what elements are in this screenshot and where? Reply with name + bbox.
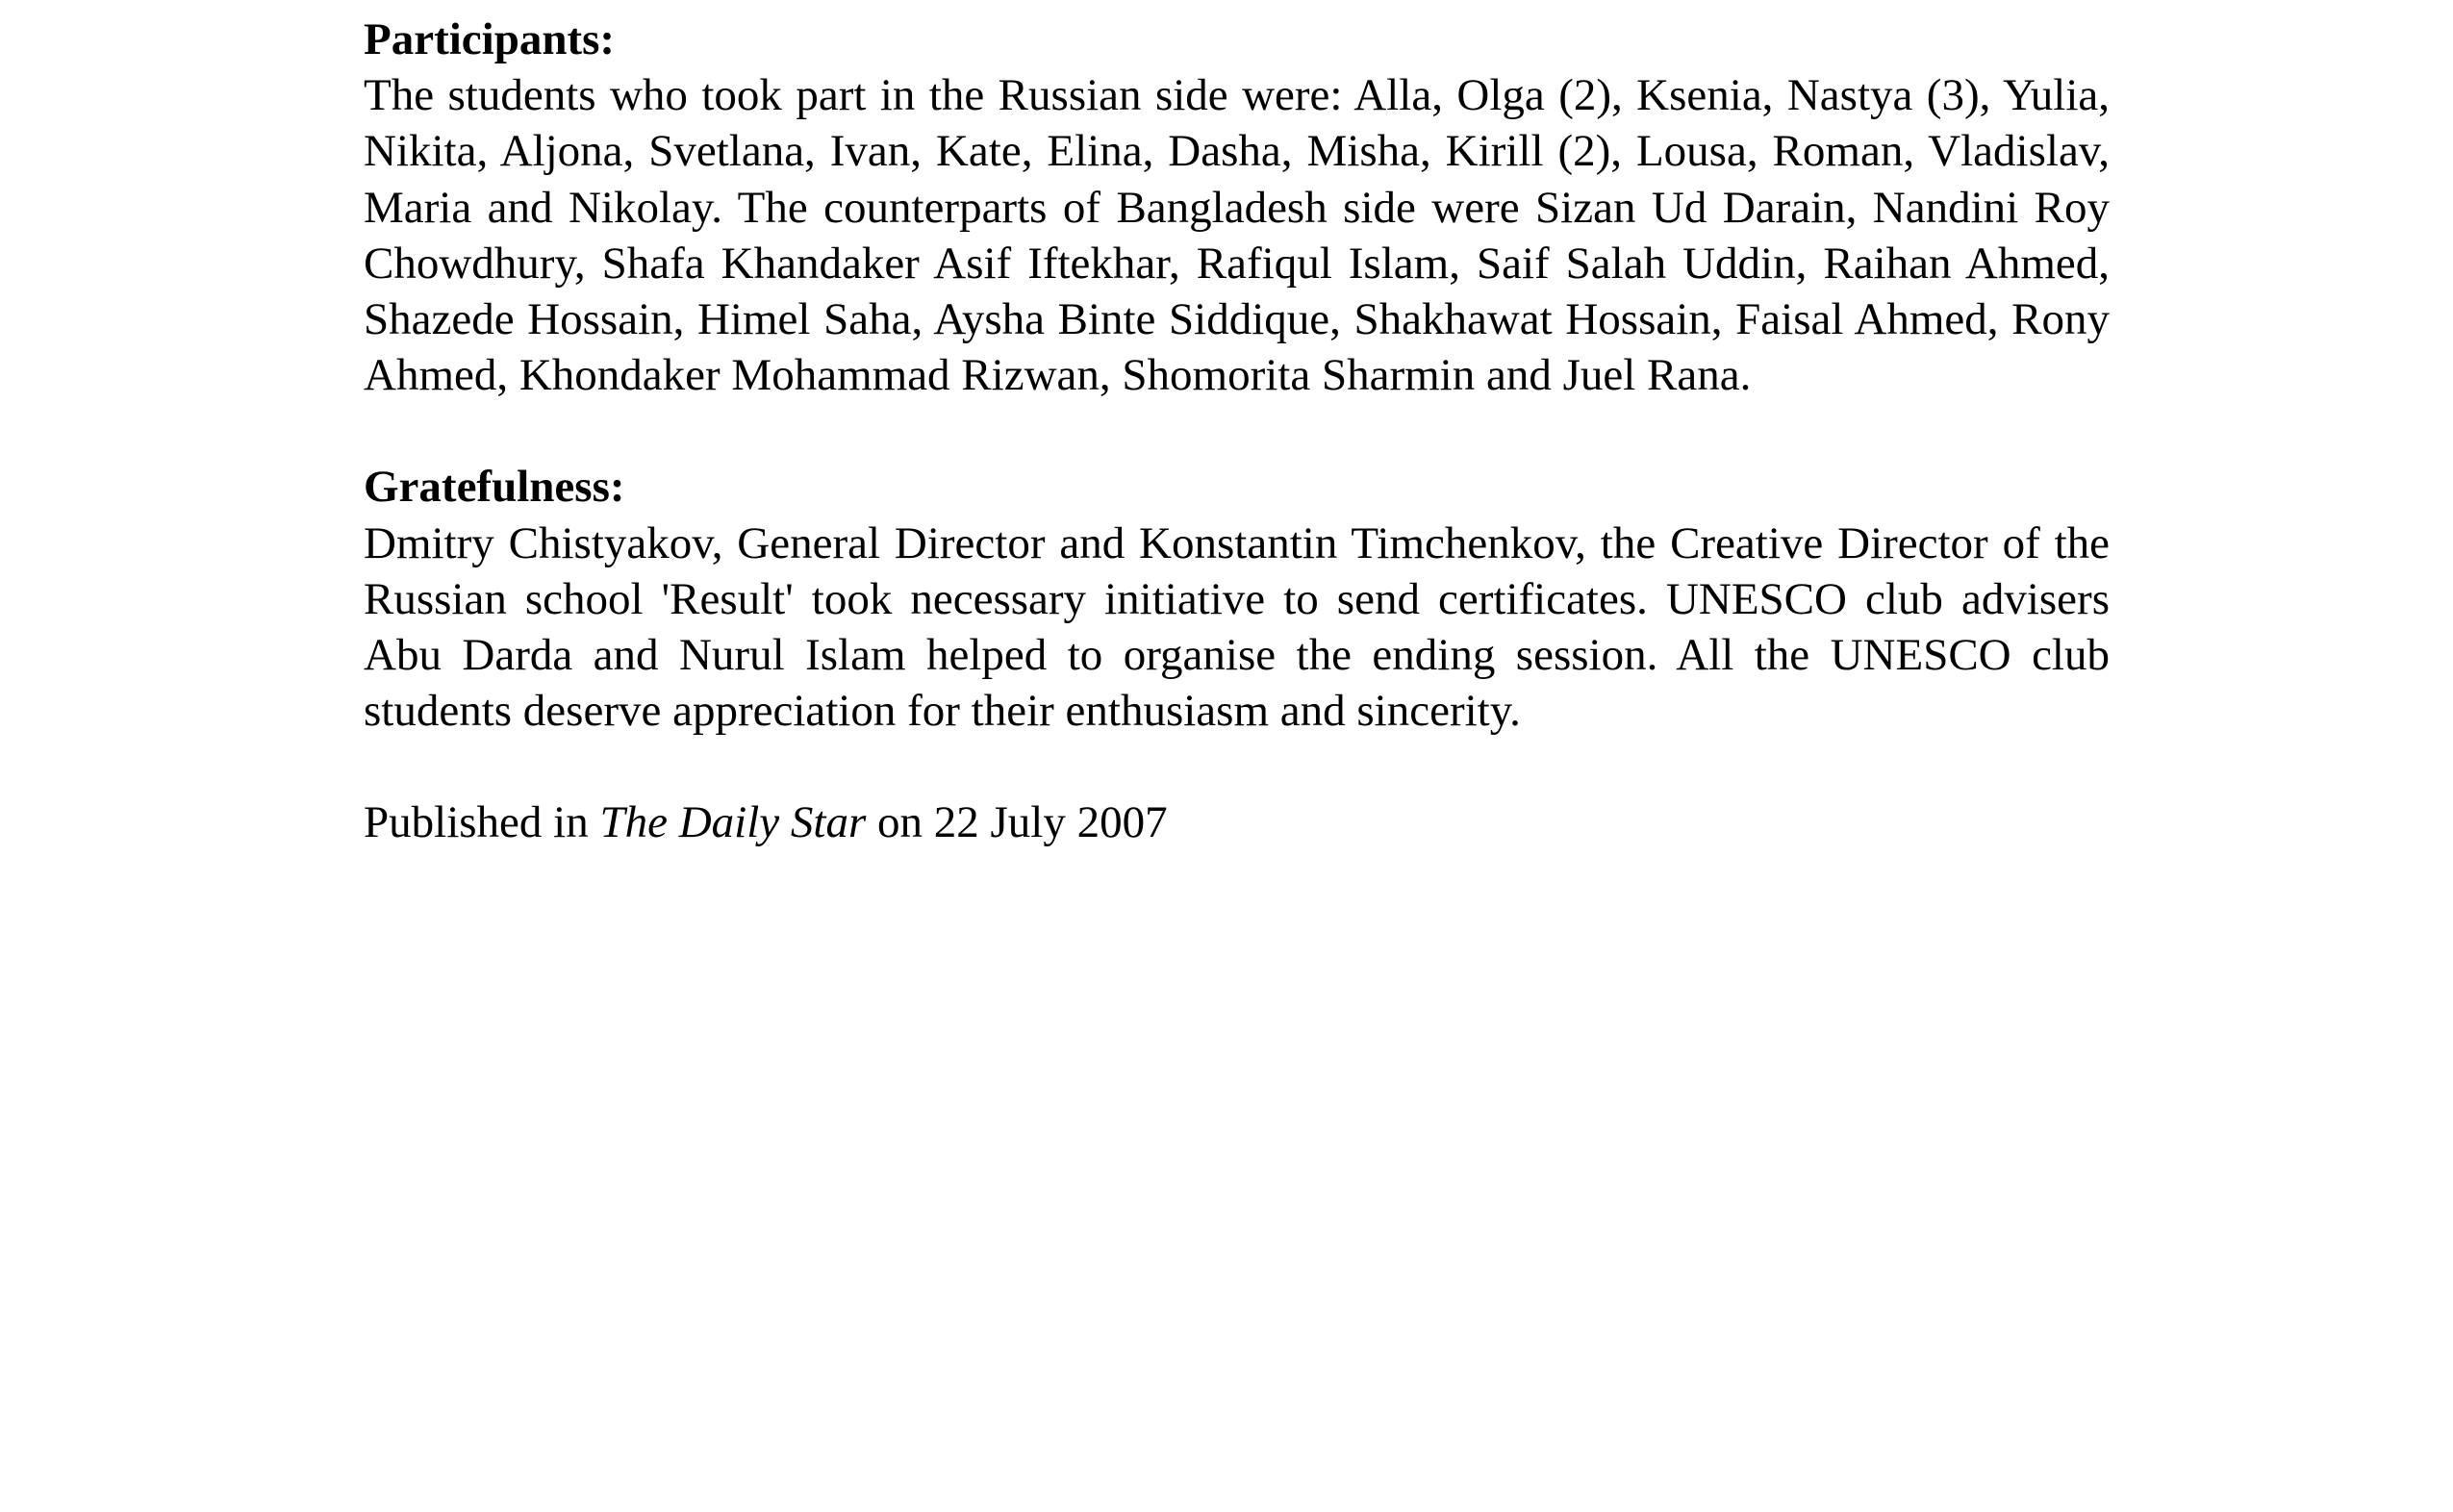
- gratefulness-paragraph: Dmitry Chistyakov, General Director and Konstantin Timchenkov, the Creative Director of the Russian school 'Result' took necessary initiative to send certificates. UNESCO club advisers Abu Darda and Nurul Islam helped to organise the ending session. All the UNESCO club students deserve appreciation for their enthusiasm and sincerity.: [364, 517, 2110, 737]
- participants-paragraph: The students who took part in the Russian side were: Alla, Olga (2), Ksenia, Nastya (3), Yulia, Nikita, Aljona, Svetlana, Ivan, Kate, Elina, Dasha, Misha, Kirill (2), Lousa, Roman, Vladislav, Maria and Nikolay. The counterparts of Bangladesh side were Sizan Ud Darain, Nandini Roy Chowdhury, Shafa Khandaker Asif Iftekhar, Rafiqul Islam, Saif Salah Uddin, Raihan Ahmed, Shazede Hossain, Himel Saha, Aysha Binte Siddique, Shakhawat Hossain, Faisal Ahmed, Rony Ahmed, Khondaker Mohammad Rizwan, Shomorita Sharmin and Juel Rana.: [364, 70, 2110, 401]
- gratefulness-section: [364, 459, 2110, 739]
- participants-heading: Participants:: [364, 14, 616, 64]
- participants-section: [364, 12, 2110, 403]
- publication-date: on 22 July 2007: [866, 797, 1168, 848]
- section-spacer: [364, 739, 2110, 794]
- section-spacer: [364, 403, 2110, 459]
- document-page: [364, 12, 2110, 851]
- gratefulness-heading: Gratefulness:: [364, 462, 625, 513]
- publication-line: [364, 794, 2110, 850]
- publication-prefix: Published in: [364, 797, 600, 848]
- publication-source: The Daily Star: [599, 797, 867, 848]
